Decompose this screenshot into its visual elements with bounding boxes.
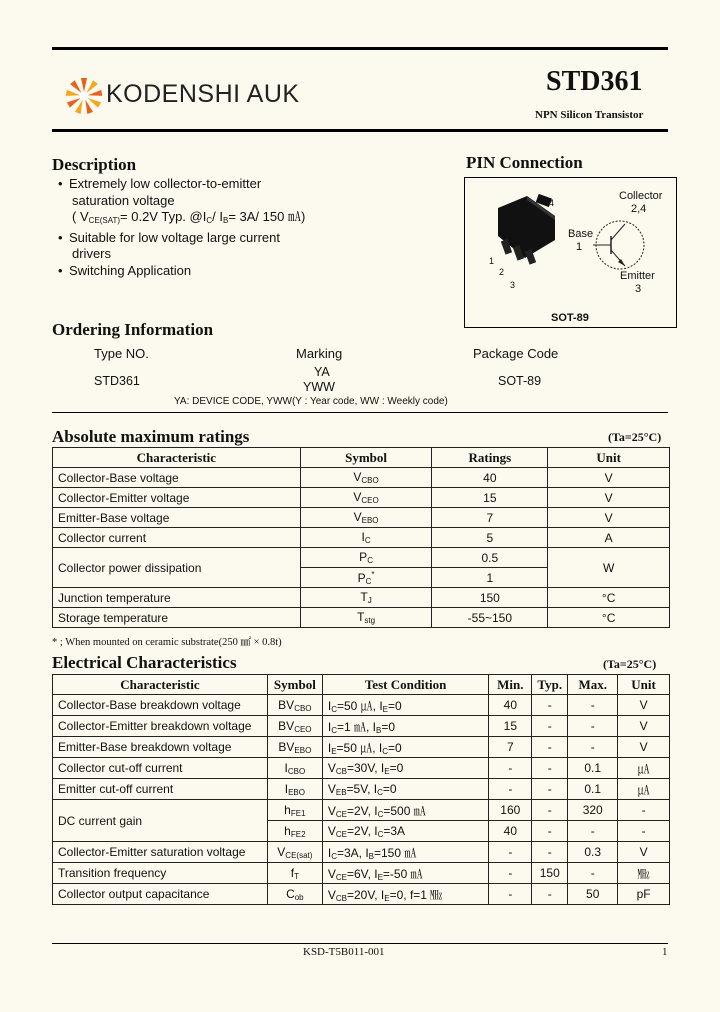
cell-unit: - [618,800,670,821]
cell-unit: V [618,716,670,737]
cell-symbol: $T_J$ [300,588,432,608]
col-marking: Marking [296,346,343,361]
cell-symbol: $BV_{CBO}$ [267,695,322,716]
doc-code: KSD-T5B011-001 [303,946,385,958]
cell-symbol: $C_{ob}$ [267,884,322,905]
cell-rating: 1 [432,568,548,588]
table-row [53,716,670,737]
cell-typ: - [532,884,568,905]
header-unit: Unit [548,448,670,468]
cell-max: 320 [568,800,618,821]
cell-symbol: $V_{CE(sat)}$ [267,842,322,863]
table-header-row [53,448,670,468]
cell-typ: - [532,737,568,758]
table-row [53,548,670,568]
cell-test-condition: $V_{CB}=20V$, $I_E=0$, f=1 ㎒ [322,884,489,905]
ordering-heading: Ordering Information [52,320,214,339]
cell-test-condition: $V_{CE}=2V$, $I_C=500$ ㎃ [322,800,489,821]
cell-unit: °C [548,608,670,628]
cell-rating: 0.5 [432,548,548,568]
pin-connection-box [464,177,677,328]
order-marking-line2: YWW [303,380,335,394]
cell-max: - [568,863,618,884]
elec-condition: (Ta=25°C) [603,657,657,671]
order-package: SOT-89 [498,374,542,388]
cell-max: - [568,695,618,716]
cell-unit: ㎂ [618,779,670,800]
device-type: NPN Silicon Transistor [535,109,644,121]
emitter-label: Emitter [620,270,655,282]
cell-min: - [489,758,532,779]
header-ratings: Ratings [432,448,548,468]
cell-max: 0.1 [568,779,618,800]
cell-symbol: $V_{EBO}$ [300,508,432,528]
pin-number-2: 2 [499,267,505,277]
header-min: Min. [489,675,532,695]
table-row [53,588,670,608]
abs-max-table [52,447,670,628]
cell-characteristic: Emitter cut-off current [53,779,268,800]
cell-max: 0.1 [568,758,618,779]
base-label: Base [568,228,594,240]
feature-item-condition: ( $V_{CE(SAT)}= 0.2V$ Typ. $@I_C/$ $I_B= 3A/$ 150 ㎃) [72,209,306,225]
feature-item: • Switching Application [58,263,388,280]
pin-connection-heading: PIN Connection [466,153,583,172]
collector-pins: 2,4 [631,203,647,215]
cell-min: 160 [489,800,532,821]
cell-unit: ㎂ [618,758,670,779]
abs-max-condition: (Ta=25°C) [608,430,662,444]
cell-max: 50 [568,884,618,905]
company-name: KODENSHI AUK [106,80,300,108]
order-type: STD361 [94,374,140,388]
cell-typ: - [532,800,568,821]
cell-symbol: $P_C$ [300,548,432,568]
cell-typ: - [532,716,568,737]
page-number: 1 [662,946,668,958]
table-row [53,737,670,758]
cell-test-condition: $V_{CE}=2V$, $I_C=3A$ [322,821,489,842]
cell-min: 7 [489,737,532,758]
cell-unit: V [618,737,670,758]
cell-typ: 150 [532,863,568,884]
cell-rating: 5 [432,528,548,548]
cell-characteristic: Collector-Base breakdown voltage [53,695,268,716]
table-row [53,884,670,905]
feature-item: • Extremely low collector-to-emitter [58,176,388,193]
cell-rating: 7 [432,508,548,528]
cell-characteristic: Emitter-Base voltage [53,508,301,528]
table-row [53,758,670,779]
cell-rating: 15 [432,488,548,508]
cell-test-condition: $I_C=3A$, $I_B=150$ ㎃ [322,842,489,863]
cell-min: - [489,842,532,863]
table-row [53,800,670,821]
cell-typ: - [532,695,568,716]
table-header-row [53,675,670,695]
header-characteristic: Characteristic [53,675,268,695]
base-pin: 1 [576,241,583,253]
cell-typ: - [532,821,568,842]
cell-unit: V [618,695,670,716]
header-unit: Unit [618,675,670,695]
table-row [53,863,670,884]
cell-characteristic: Emitter-Base breakdown voltage [53,737,268,758]
cell-test-condition: $V_{CE}=6V$, $I_E=-50$ ㎃ [322,863,489,884]
cell-unit: ㎒ [618,863,670,884]
cell-symbol: $T_{stg}$ [300,608,432,628]
cell-min: - [489,779,532,800]
feature-item: • Suitable for low voltage large current [58,230,388,247]
footer-rule [52,943,668,944]
cell-min: 40 [489,821,532,842]
cell-rating: 150 [432,588,548,608]
cell-unit: V [618,842,670,863]
part-number-title: STD361 [546,66,643,97]
cell-symbol: $V_{CEO}$ [300,488,432,508]
cell-test-condition: $V_{EB}=5V$, $I_C=0$ [322,779,489,800]
cell-max: - [568,821,618,842]
cell-symbol: $I_{CBO}$ [267,758,322,779]
cell-typ: - [532,842,568,863]
top-rule [52,47,668,50]
cell-characteristic: Collector-Emitter voltage [53,488,301,508]
table-row [53,488,670,508]
cell-min: - [489,884,532,905]
company-logo [64,76,104,119]
cell-symbol: $BV_{EBO}$ [267,737,322,758]
table-row [53,468,670,488]
cell-test-condition: $V_{CB}=30V$, $I_E=0$ [322,758,489,779]
cell-unit: A [548,528,670,548]
cell-symbol: $f_T$ [267,863,322,884]
cell-max: 0.3 [568,842,618,863]
cell-characteristic: Collector-Base voltage [53,468,301,488]
pin-number-1: 1 [489,256,495,266]
header-symbol: Symbol [300,448,432,468]
cell-characteristic: Collector power dissipation [53,548,301,588]
cell-symbol: $I_C$ [300,528,432,548]
marking-note: YA: DEVICE CODE, YWW(Y : Year code, WW : Weekly code) [174,396,448,407]
description-list [58,176,388,279]
feature-item-continuation: saturation voltage [72,192,175,208]
cell-min: 40 [489,695,532,716]
cell-symbol: $BV_{CEO}$ [267,716,322,737]
cell-unit: °C [548,588,670,608]
cell-max: - [568,737,618,758]
cell-symbol: $P_C^*$ [300,568,432,588]
cell-test-condition: $I_C=1$ ㎃, $I_B=0$ [322,716,489,737]
col-type-number: Type NO. [94,346,149,361]
table-row [53,842,670,863]
cell-rating: 40 [432,468,548,488]
table-row [53,608,670,628]
pin-number-4: 4 [549,198,555,208]
cell-typ: - [532,779,568,800]
cell-unit: pF [618,884,670,905]
table-row [53,508,670,528]
table-row [53,695,670,716]
emitter-pin: 3 [635,283,642,295]
ordering-rule [52,412,668,413]
cell-max: - [568,716,618,737]
cell-characteristic: Transition frequency [53,863,268,884]
header-test-condition: Test Condition [322,675,489,695]
description-heading: Description [52,155,137,174]
header-max: Max. [568,675,618,695]
cell-characteristic: Collector-Emitter breakdown voltage [53,716,268,737]
sunburst-logo-icon [64,76,104,116]
cell-characteristic: DC current gain [53,800,268,842]
header-typ: Typ. [532,675,568,695]
cell-characteristic: Collector cut-off current [53,758,268,779]
cell-symbol: $h_{FE2}$ [267,821,322,842]
cell-symbol: $V_{CBO}$ [300,468,432,488]
cell-characteristic: Collector current [53,528,301,548]
elec-heading: Electrical Characteristics [52,653,237,672]
abs-max-footnote: * ; When mounted on ceramic substrate(250 ㎟ × 0.8t) [52,637,282,648]
cell-unit: V [548,488,670,508]
col-package-code: Package Code [473,346,559,361]
cell-characteristic: Collector-Emitter saturation voltage [53,842,268,863]
cell-characteristic: Junction temperature [53,588,301,608]
cell-characteristic: Storage temperature [53,608,301,628]
cell-test-condition: $I_E=50$ ㎂, $I_C=0$ [322,737,489,758]
cell-min: 15 [489,716,532,737]
header-characteristic: Characteristic [53,448,301,468]
table-row [53,779,670,800]
feature-item-continuation: drivers [72,246,112,261]
package-label: SOT-89 [551,312,589,324]
cell-symbol: $I_{EBO}$ [267,779,322,800]
cell-unit: - [618,821,670,842]
cell-rating: -55~150 [432,608,548,628]
abs-max-heading: Absolute maximum ratings [52,427,250,446]
table-row [53,528,670,548]
elec-table [52,674,670,905]
cell-unit: W [548,548,670,588]
cell-unit: V [548,508,670,528]
collector-label: Collector [619,190,663,202]
cell-symbol: $h_{FE1}$ [267,800,322,821]
header-rule [52,129,668,132]
cell-characteristic: Collector output capacitance [53,884,268,905]
order-marking-line1: YA [314,365,330,379]
cell-min: - [489,863,532,884]
header-symbol: Symbol [267,675,322,695]
cell-test-condition: $I_C=50$ ㎂, $I_E=0$ [322,695,489,716]
cell-typ: - [532,758,568,779]
cell-unit: V [548,468,670,488]
pin-number-3: 3 [510,280,516,290]
